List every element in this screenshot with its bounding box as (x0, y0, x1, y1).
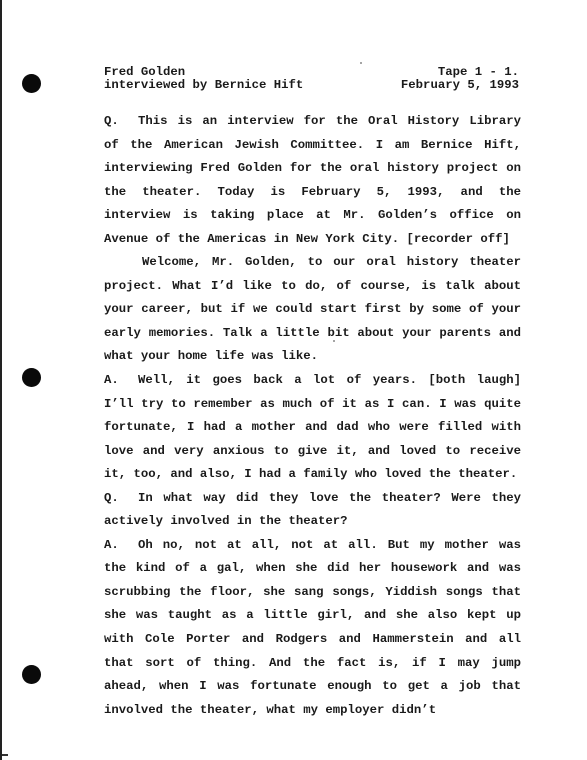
speaker-label: Q. (104, 490, 119, 505)
paragraph-question-continued (104, 251, 521, 369)
transcript-header (104, 66, 519, 92)
paragraph-text: Oh no, not at all, not at all. But my mother was the kind of a gal, when she did her housework and was scrubbing the floor, she sang songs, Yiddish songs that she was taught as a little girl, and she also kept up with Cole Porter and Rodgers and Hammerstein and all that sort of thing. And the fact is, if I may jump ahead, when I was fortunate enough to get a job that involved the theater, what my employer didn’t (104, 537, 521, 717)
interviewee-name: Fred Golden (104, 65, 186, 79)
paragraph-text: Well, it goes back a lot of years. [both laugh] I’ll try to remember as much of it as I can. I was quite fortunate, I had a mother and dad who were filled with love and very anxious to give it, and loved to receive it, too, and also, I had a family who loved the theater. (104, 373, 521, 482)
scan-corner-mark (2, 754, 8, 756)
binder-hole-top (22, 74, 41, 93)
scan-speck (360, 62, 362, 64)
binder-hole-middle (22, 368, 41, 387)
interview-date: February 5, 1993 (400, 78, 519, 92)
speaker-label: A. (104, 373, 119, 388)
speaker-label: Q. (104, 114, 119, 128)
paragraph-question (104, 110, 521, 251)
paragraph-answer (104, 534, 521, 722)
binder-hole-bottom (22, 665, 41, 684)
paragraph-text: Welcome, Mr. Golden, to our oral history theater project. What I’d like to do, of course, is talk about your career, but if we could start first by some of your early memories. Talk a little bit about your parents and what your home life was like. (104, 255, 521, 364)
page-edge-line (0, 0, 2, 760)
interviewer-line: interviewed by Bernice Hift (104, 78, 304, 92)
speaker-label: A. (104, 537, 119, 552)
tape-number: Tape 1 - 1. (437, 65, 519, 79)
paragraph-answer (104, 369, 521, 487)
paragraph-text: In what way did they love the theater? Were they actively involved in the theater? (104, 490, 521, 529)
paragraph-question (104, 487, 521, 534)
transcript-body (104, 110, 521, 722)
paragraph-text: This is an interview for the Oral History Library of the American Jewish Committee. I am Bernice Hift, interviewing Fred Golden for the oral history project on the theater. Today is February 5, 1993, and the interview is taking place at Mr. Golden’s office on Avenue of the Americas in New York City. [recorder off] (104, 114, 521, 246)
